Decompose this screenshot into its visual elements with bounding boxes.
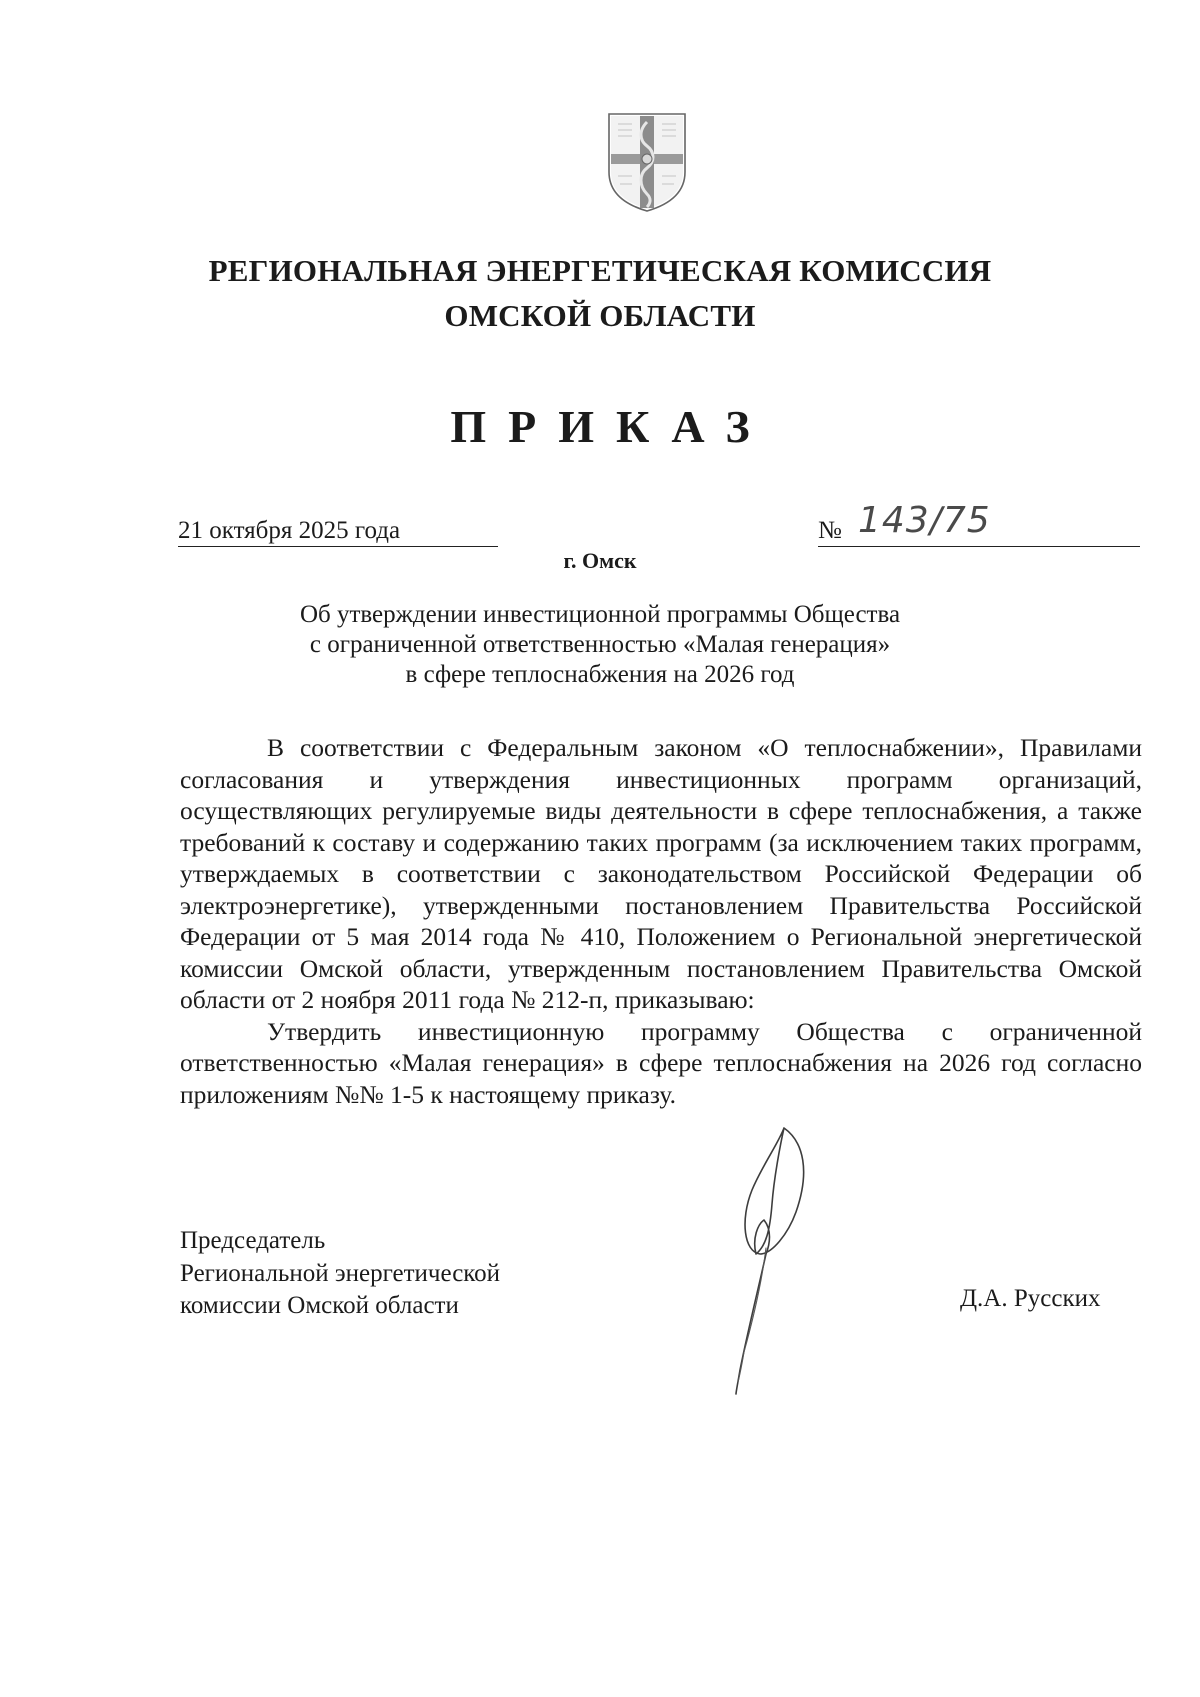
document-body bbox=[180, 732, 1142, 1110]
document-subject bbox=[200, 600, 1000, 690]
subject-line-2: с ограниченной ответственностью «Малая генерация» bbox=[309, 631, 891, 658]
document-date: 21 октября 2025 года bbox=[178, 516, 498, 547]
organization-title bbox=[0, 248, 1200, 338]
subject-line-3: в сфере теплоснабжения на 2026 год bbox=[405, 661, 795, 688]
organization-title-line-1: РЕГИОНАЛЬНАЯ ЭНЕРГЕТИЧЕСКАЯ КОМИССИЯ bbox=[208, 253, 992, 288]
signer-position bbox=[180, 1225, 500, 1323]
document-number-field bbox=[818, 500, 1140, 547]
signer-position-line-3: комиссии Омской области bbox=[180, 1292, 459, 1319]
organization-title-line-2: ОМСКОЙ ОБЛАСТИ bbox=[444, 298, 756, 333]
signer-position-line-1: Председатель bbox=[180, 1227, 326, 1254]
signer-position-line-2: Региональной энергетической bbox=[180, 1259, 501, 1287]
document-number: 143/75 bbox=[858, 500, 991, 541]
document-place: г. Омск bbox=[563, 548, 637, 573]
number-sign: № bbox=[818, 517, 842, 544]
coat-of-arms-icon bbox=[606, 110, 688, 214]
subject-line-1: Об утверждении инвестиционной программы Общества bbox=[299, 601, 901, 628]
handwritten-signature bbox=[700, 1120, 850, 1400]
body-paragraph-preamble: В соответствии с Федеральным законом «О теплоснабжении», Правилами согласования и утверждения инвестиционных программ организаций, осуществляющих регулируемые виды деятельности в сфере теплоснабжения, а также требований к составу и содержанию таких программ (за исключением таких программ, утверждаемых в соответствии с законодательством Российской Федерации об электроэнергетике), утвержденными постановлением Правительства Российской Федерации от 5 мая 2014 года № 410, Положением о Региональной энергетической комиссии Омской области, утвержденным постановлением Правительства Омской области от 2 ноября 2011 года № 212-п, приказываю: bbox=[180, 733, 1142, 1014]
body-paragraph-order: Утвердить инвестиционную программу Общества с ограниченной ответственностью «Малая генерация» в сфере теплоснабжения на 2026 год согласно приложениям №№ 1-5 к настоящему приказу. bbox=[180, 1016, 1142, 1109]
signer-name: Д.А. Русских bbox=[960, 1285, 1101, 1312]
document-type-heading: ПРИКАЗ bbox=[450, 401, 772, 452]
